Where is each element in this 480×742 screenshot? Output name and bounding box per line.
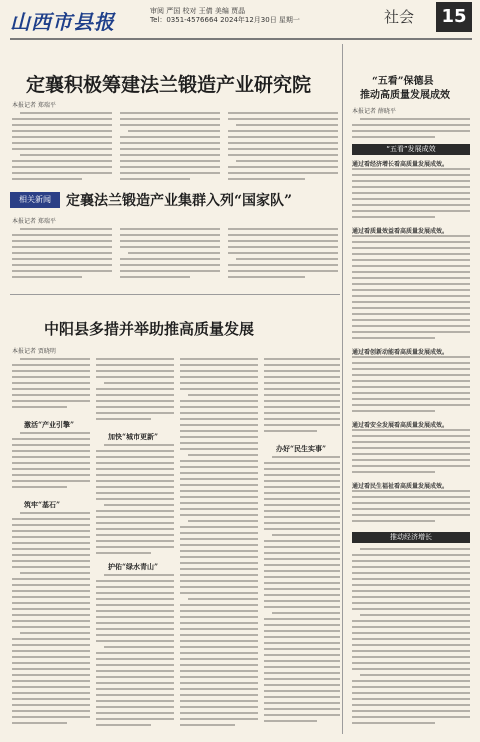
right-highlight-1: 通过看经济增长看高质量发展成效。: [352, 161, 449, 168]
masthead-rule: [10, 38, 472, 40]
right-headline-line1: “五看”保德县: [372, 76, 434, 87]
issue-date: Tel：0351-4576664 2024年12月30日 星期一: [150, 16, 300, 24]
third-text-col1c: [12, 512, 90, 730]
right-text-1: [352, 168, 470, 222]
right-text-3: [352, 356, 470, 416]
right-highlight-5: 通过看民生福祉看高质量发展成效。: [352, 483, 449, 490]
related-news-tag: 相关新闻: [10, 192, 60, 208]
right-text-2: [352, 235, 470, 343]
newspaper-logo: 山西市县报: [10, 10, 115, 34]
second-text-col2: [120, 228, 220, 286]
column-divider: [342, 44, 343, 734]
main-text-col3: [228, 112, 338, 184]
third-subhead-1: 激活“产业引擎”: [24, 420, 75, 429]
main-byline: 本报记者 郑瑞平: [12, 102, 56, 109]
third-byline: 本报记者 贾晓明: [12, 348, 56, 355]
right-text-6: [352, 548, 470, 732]
main-headline: 定襄积极筹建法兰锻造产业研究院: [26, 74, 312, 96]
third-subhead-5: 办好“民生实事”: [276, 444, 327, 453]
right-highlight-2: 通过看质量效益看高质量发展成效。: [352, 228, 449, 235]
third-subhead-4: 护佑“绿水青山”: [108, 562, 159, 571]
third-subhead-3: 筑牢“基石”: [24, 500, 61, 509]
third-text-col2c: [96, 574, 174, 730]
third-text-col3: [180, 358, 258, 730]
third-text-col1a: [12, 358, 90, 416]
second-text-col3: [228, 228, 338, 286]
masthead-meta: [150, 7, 300, 25]
third-text-col4a: [264, 358, 340, 438]
right-headline-line2: 推动高质量发展成效: [360, 90, 450, 101]
right-byline: 本报记者 薛晓平: [352, 108, 396, 115]
section-name: 社会: [384, 8, 415, 26]
third-text-col4b: [264, 456, 340, 730]
editor-credits: 审阅 严国 校对 王倩 美编 贾晶: [150, 7, 246, 15]
right-text-5: [352, 490, 470, 530]
third-text-col1b: [12, 432, 90, 496]
second-text-col1: [12, 228, 112, 286]
right-highlight-3: 通过看创新动能看高质量发展成效。: [352, 349, 449, 356]
second-byline: 本报记者 郑瑞平: [12, 218, 56, 225]
right-highlight-4: 通过看安全发展看高质量发展成效。: [352, 422, 449, 429]
masthead: [0, 0, 480, 40]
section-divider: [10, 294, 340, 295]
third-subhead-2: 加快“城市更新”: [108, 432, 159, 441]
second-headline: 定襄法兰锻造产业集群入列“国家队”: [66, 193, 293, 209]
main-text-col1: [12, 112, 112, 184]
right-intro: [352, 118, 470, 142]
third-text-col2a: [96, 358, 174, 426]
page-number: 15: [436, 2, 472, 32]
right-text-4: [352, 429, 470, 477]
third-headline: 中阳县多措并举助推高质量发展: [44, 320, 255, 338]
right-subbar-2: 推动经济增长: [352, 532, 470, 543]
main-text-col2: [120, 112, 220, 184]
third-text-col2b: [96, 444, 174, 558]
right-subbar-1: “五看”发展成效: [352, 144, 470, 155]
